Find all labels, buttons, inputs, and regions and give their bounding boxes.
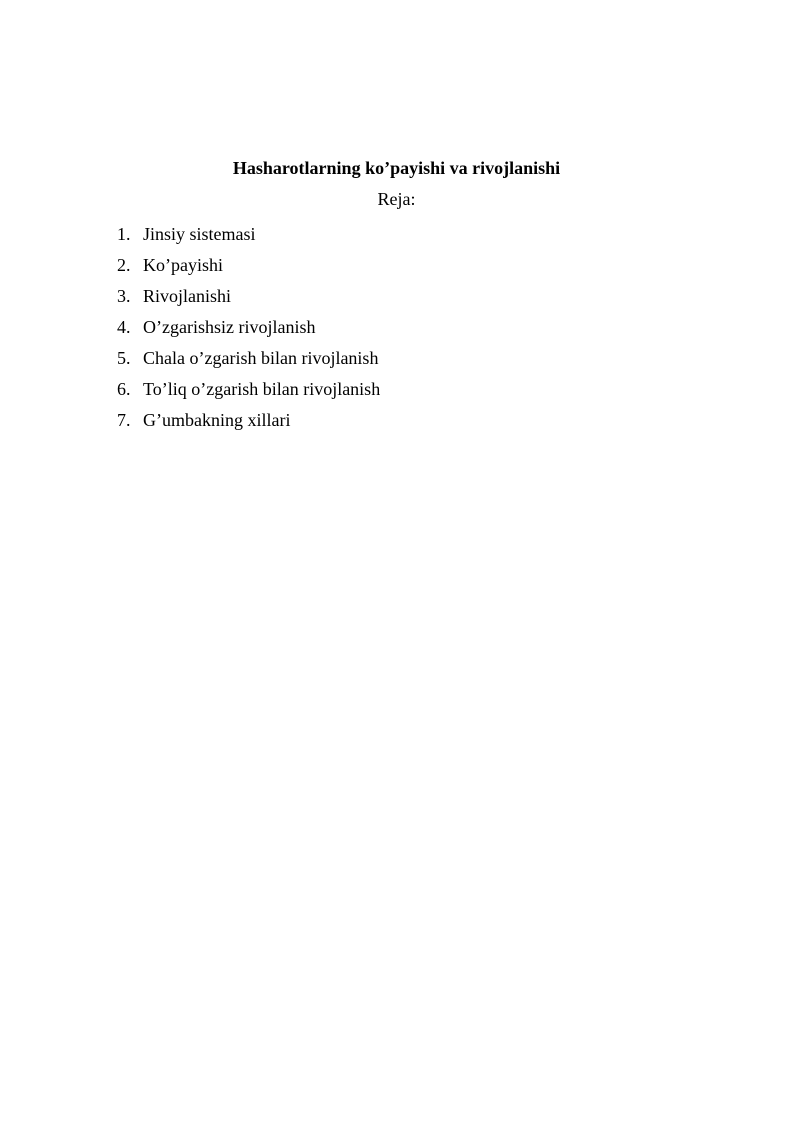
list-item: [117, 222, 380, 253]
list-item: [117, 253, 380, 284]
list-item: [117, 377, 380, 408]
list-item: [117, 284, 380, 315]
list-item-number: 5.: [117, 348, 131, 368]
list-item-text: Jinsiy sistemasi: [143, 224, 256, 244]
list-item-number: 2.: [117, 255, 131, 275]
list-item: [117, 315, 380, 346]
list-item-text: Ko’payishi: [143, 255, 223, 275]
list-item: [117, 346, 380, 377]
list-item-number: 3.: [117, 286, 131, 306]
list-item-number: 6.: [117, 379, 131, 399]
list-item-text: To’liq o’zgarish bilan rivojlanish: [143, 379, 381, 399]
plan-heading: Reja:: [377, 189, 416, 209]
list-item-number: 7.: [117, 410, 131, 430]
list-item-number: 1.: [117, 224, 131, 244]
list-item-text: O’zgarishsiz rivojlanish: [143, 317, 316, 337]
document-title: Hasharotlarning ko’payishi va rivojlanishi: [232, 158, 561, 178]
plan-list: [117, 222, 380, 439]
list-item-text: Rivojlanishi: [143, 286, 232, 306]
list-item-text: G’umbakning xillari: [143, 410, 291, 430]
list-item-number: 4.: [117, 317, 131, 337]
list-item: [117, 408, 380, 439]
list-item-text: Chala o’zgarish bilan rivojlanish: [143, 348, 379, 368]
